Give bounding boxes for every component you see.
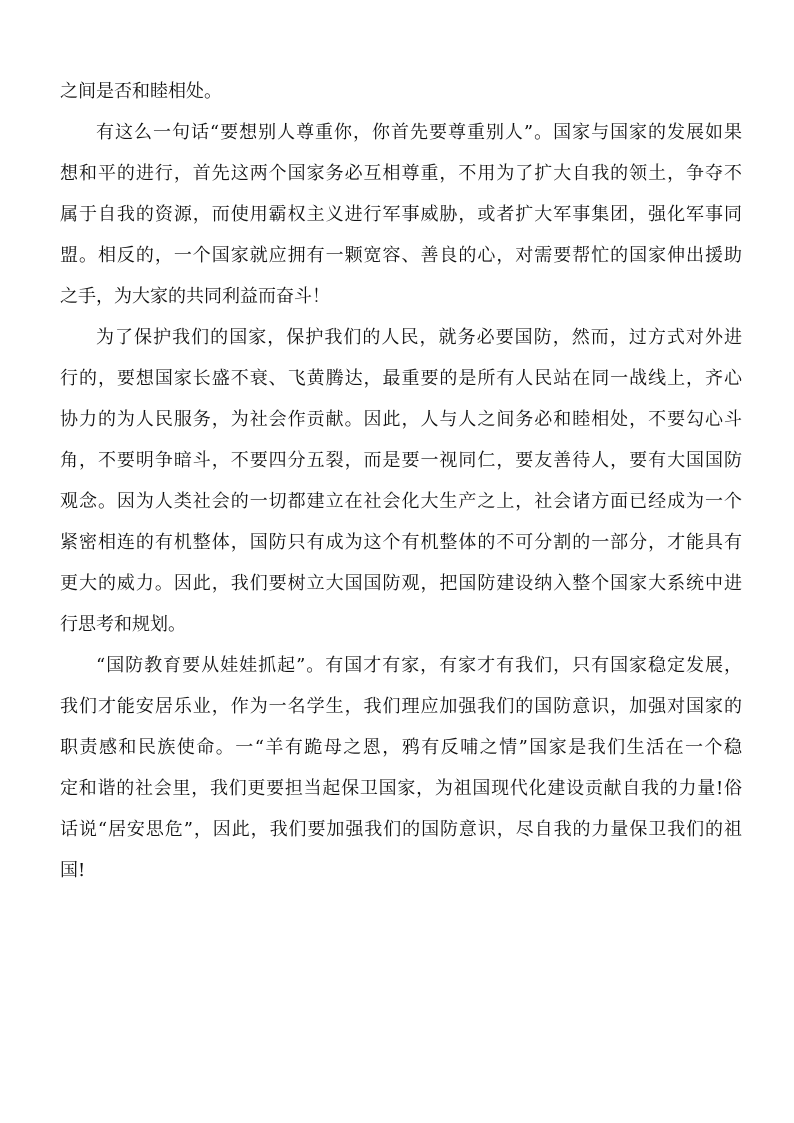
text-line: 话说“居安思危”，因此，我们要加强我们的国防意识，尽自我的力量保卫我们的祖 — [60, 819, 742, 840]
text-line: 我们才能安居乐业，作为一名学生，我们理应加强我们的国防意识，加强对国家的 — [60, 696, 742, 717]
text-line: 想和平的进行，首先这两个国家务必互相尊重，不用为了扩大自我的领土，争夺不 — [60, 163, 742, 184]
text-line: “国防教育要从娃娃抓起”。有国才有家，有家才有我们，只有国家稳定发展， — [96, 655, 742, 676]
text-line: 行思考和规划。 — [60, 614, 186, 635]
paragraph — [60, 71, 742, 112]
text-line: 为了保护我们的国家，保护我们的人民，就务必要国防，然而，过方式对外进 — [96, 327, 742, 348]
text-line: 之手，为大家的共同利益而奋斗！ — [60, 286, 330, 307]
document-body — [60, 71, 742, 891]
text-line: 协力的为人民服务，为社会作贡献。因此，人与人之间务必和睦相处，不要勾心斗 — [60, 409, 742, 430]
text-line: 属于自我的资源，而使用霸权主义进行军事威胁，或者扩大军事集团，强化军事同 — [60, 204, 742, 225]
text-line: 定和谐的社会里，我们更要担当起保卫国家，为祖国现代化建设贡献自我的力量!俗 — [60, 778, 742, 799]
text-line: 有这么一句话“要想别人尊重你，你首先要尊重别人”。国家与国家的发展如果 — [96, 122, 742, 143]
text-line: 盟。相反的，一个国家就应拥有一颗宽容、善良的心，对需要帮忙的国家伸出援助 — [60, 245, 742, 266]
text-line: 之间是否和睦相处。 — [60, 81, 222, 102]
text-line: 行的，要想国家长盛不衰、飞黄腾达，最重要的是所有人民站在同一战线上，齐心 — [60, 368, 742, 389]
text-line: 紧密相连的有机整体，国防只有成为这个有机整体的不可分割的一部分，才能具有 — [60, 532, 742, 553]
text-line: 观念。因为人类社会的一切都建立在社会化大生产之上，社会诸方面已经成为一个 — [60, 491, 742, 512]
text-line: 职责感和民族使命。一“羊有跪母之恩，鸦有反哺之情”国家是我们生活在一个稳 — [60, 737, 742, 758]
paragraph — [60, 317, 742, 645]
paragraph — [60, 645, 742, 891]
text-line: 国! — [60, 860, 86, 881]
text-line: 角，不要明争暗斗，不要四分五裂，而是要一视同仁，要友善待人，要有大国国防 — [60, 450, 742, 471]
paragraph — [60, 112, 742, 317]
text-line: 更大的威力。因此，我们要树立大国国防观，把国防建设纳入整个国家大系统中进 — [60, 573, 742, 594]
